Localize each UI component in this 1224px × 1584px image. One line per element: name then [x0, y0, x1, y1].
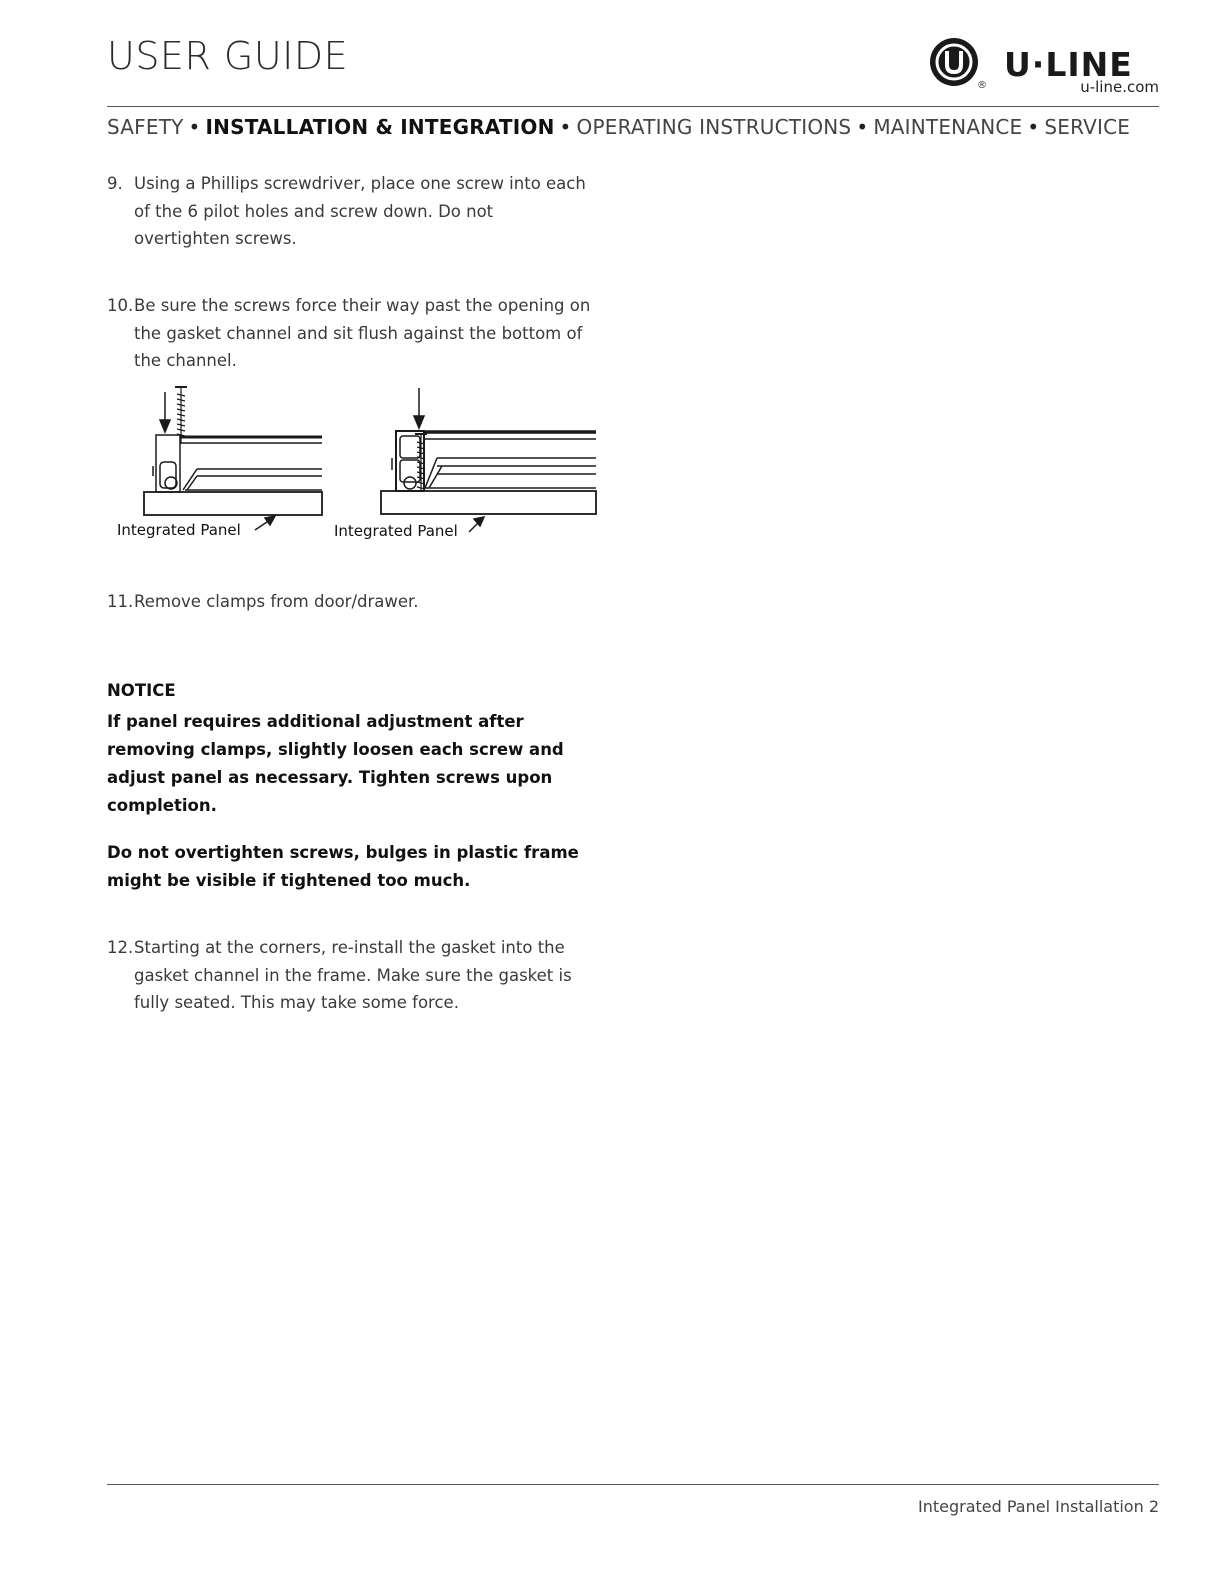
brand-wordmark: U·LINE	[1004, 45, 1133, 84]
step-number: 10.	[107, 296, 134, 315]
step-9	[107, 170, 593, 253]
section-breadcrumb	[107, 115, 1159, 139]
nav-separator: •	[559, 115, 572, 139]
screw-installation-diagram	[107, 380, 597, 545]
left-label: Integrated Panel	[117, 521, 241, 539]
step-text: Starting at the corners, re-install the gasket into the gasket channel in the frame. Make sure the gasket is fully seated. This may take some force.	[134, 938, 572, 1012]
step-12	[107, 934, 593, 1017]
step-11	[107, 588, 593, 616]
nav-installation-integration: INSTALLATION & INTEGRATION	[205, 115, 555, 139]
step-number: 11.	[107, 592, 134, 611]
nav-operating-instructions: OPERATING INSTRUCTIONS	[576, 115, 852, 139]
header-divider	[107, 106, 1159, 107]
step-text: Be sure the screws force their way past the opening on the gasket channel and sit flush against the bottom of the channel.	[134, 296, 591, 370]
nav-separator: •	[1027, 115, 1040, 139]
step-number: 9.	[107, 174, 123, 193]
nav-service: SERVICE	[1044, 115, 1131, 139]
footer-divider	[107, 1484, 1159, 1485]
right-pointer-arrow	[469, 517, 484, 532]
notice-paragraph-overtighten: Do not overtighten screws, bulges in plastic frame might be visible if tightened too much.	[107, 843, 579, 890]
left-down-arrow	[160, 392, 170, 432]
step-10	[107, 292, 593, 375]
nav-separator: •	[188, 115, 201, 139]
nav-safety: SAFETY	[107, 115, 184, 139]
registered-mark: ®	[977, 80, 987, 91]
page-title: USER GUIDE	[107, 34, 349, 78]
website-url: u-line.com	[1080, 78, 1159, 96]
right-frame-illustration	[381, 431, 596, 514]
notice-paragraph-adjustment: If panel requires additional adjustment after removing clamps, slightly loosen each screw and adjust panel as necessary. Tighten screws upon completion.	[107, 712, 564, 815]
right-screw	[415, 434, 427, 492]
step-number: 12.	[107, 938, 134, 957]
nav-maintenance: MAINTENANCE	[873, 115, 1023, 139]
right-label: Integrated Panel	[334, 522, 458, 540]
step-text: Remove clamps from door/drawer.	[134, 592, 419, 611]
left-pointer-arrow	[255, 516, 275, 530]
step-text: Using a Phillips screwdriver, place one screw into each of the 6 pilot holes and screw down. Do not overtighten screws.	[134, 174, 586, 248]
nav-separator: •	[856, 115, 869, 139]
footer-page-label: Integrated Panel Installation 2	[917, 1497, 1159, 1516]
left-frame-illustration	[144, 435, 322, 515]
right-down-arrow	[414, 388, 424, 428]
notice-heading: NOTICE	[107, 681, 176, 700]
